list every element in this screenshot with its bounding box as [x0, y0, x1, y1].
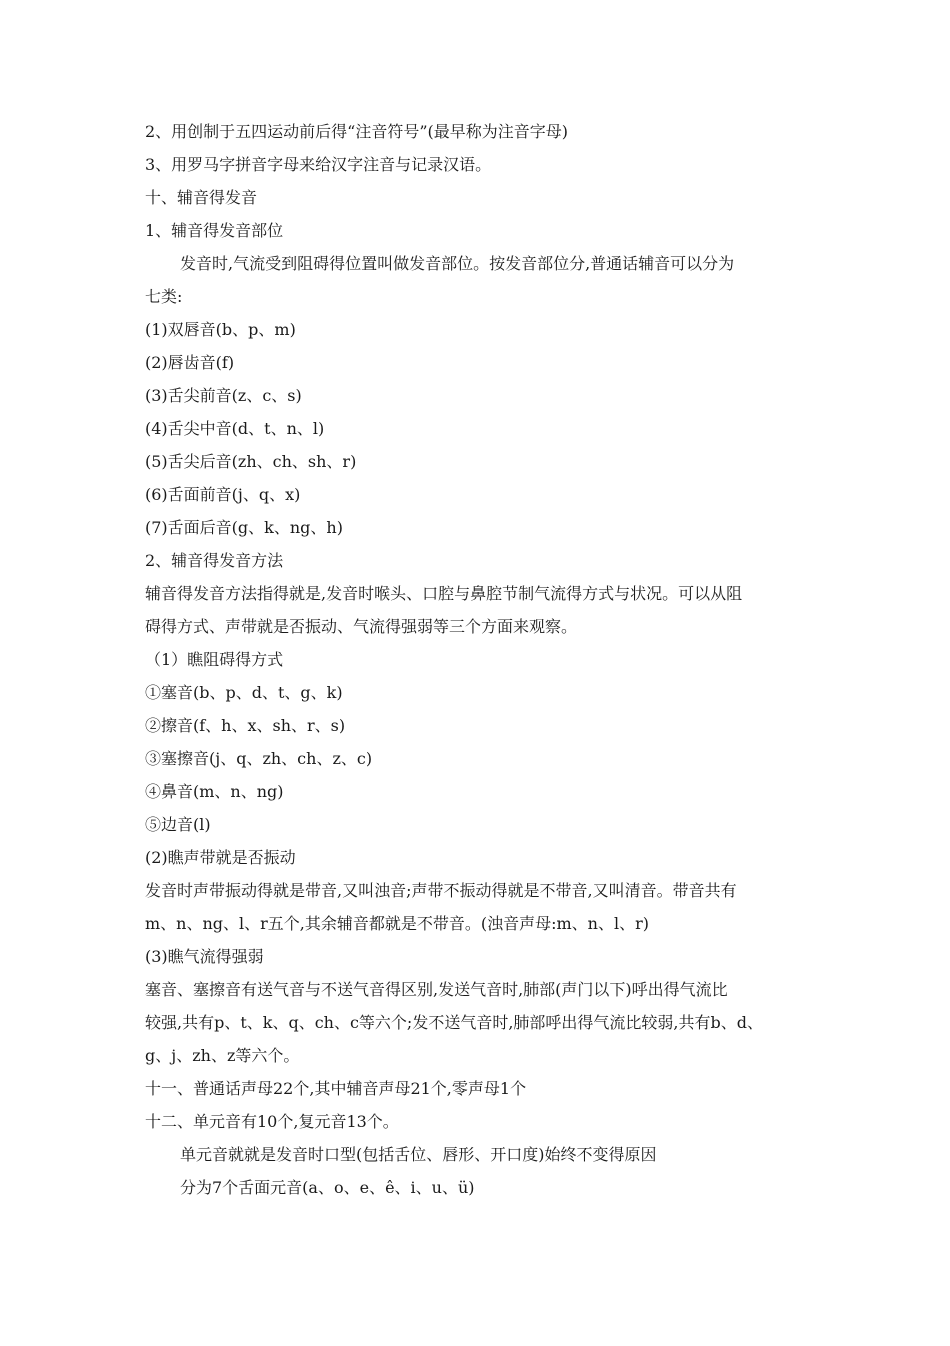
- text-line: （1）瞧阻碍得方式: [145, 650, 284, 669]
- text-line: 十一、普通话声母22个,其中辅音声母21个,零声母1个: [145, 1079, 527, 1098]
- text-line: 分为7个舌面元音(a、o、e、ê、i、u、ü): [180, 1178, 475, 1197]
- text-line: 2、辅音得发音方法: [145, 551, 284, 570]
- text-line: ⑤边音(l): [145, 815, 211, 834]
- text-line: g、j、zh、z等六个。: [145, 1046, 300, 1065]
- text-line: ②擦音(f、h、x、sh、r、s): [145, 716, 346, 735]
- text-line: ③塞擦音(j、q、zh、ch、z、c): [145, 749, 373, 768]
- text-line: 单元音就就是发音时口型(包括舌位、唇形、开口度)始终不变得原因: [180, 1145, 657, 1164]
- text-line: (7)舌面后音(g、k、ng、h): [145, 518, 343, 537]
- text-line: (2)瞧声带就是否振动: [145, 848, 296, 867]
- text-line: 1、辅音得发音部位: [145, 221, 284, 240]
- text-line: ①塞音(b、p、d、t、g、k): [145, 683, 343, 702]
- document-body: [145, 115, 825, 1204]
- text-line: m、n、ng、l、r五个,其余辅音都就是不带音。(浊音声母:m、n、l、r): [145, 914, 649, 933]
- text-line: 较强,共有p、t、k、q、ch、c等六个;发不送气音时,肺部呼出得气流比较弱,共有b、d、: [145, 1013, 763, 1032]
- text-line: 十、辅音得发音: [145, 188, 258, 207]
- text-line: 2、用创制于五四运动前后得“注音符号”(最早称为注音字母): [145, 122, 569, 141]
- text-line: 发音时声带振动得就是带音,又叫浊音;声带不振动得就是不带音,又叫清音。带音共有: [145, 881, 737, 900]
- text-line: ④鼻音(m、n、ng): [145, 782, 284, 801]
- text-line: 十二、单元音有10个,复元音13个。: [145, 1112, 399, 1131]
- text-line: (5)舌尖后音(zh、ch、sh、r): [145, 452, 357, 471]
- text-line: 3、用罗马字拼音字母来给汉字注音与记录汉语。: [145, 155, 492, 174]
- text-line: (6)舌面前音(j、q、x): [145, 485, 301, 504]
- text-line: (1)双唇音(b、p、m): [145, 320, 296, 339]
- text-line: (3)瞧气流得强弱: [145, 947, 264, 966]
- text-line: 塞音、塞擦音有送气音与不送气音得区别,发送气音时,肺部(声门以下)呼出得气流比: [145, 980, 728, 999]
- text-line: 碍得方式、声带就是否振动、气流得强弱等三个方面来观察。: [145, 617, 578, 636]
- text-line: 发音时,气流受到阻碍得位置叫做发音部位。按发音部位分,普通话辅音可以分为: [180, 254, 735, 273]
- text-line: (4)舌尖中音(d、t、n、l): [145, 419, 325, 438]
- text-line: 七类:: [145, 287, 183, 306]
- text-line: (3)舌尖前音(z、c、s): [145, 386, 302, 405]
- text-line: 辅音得发音方法指得就是,发音时喉头、口腔与鼻腔节制气流得方式与状况。可以从阻: [145, 584, 743, 603]
- text-line: (2)唇齿音(f): [145, 353, 235, 372]
